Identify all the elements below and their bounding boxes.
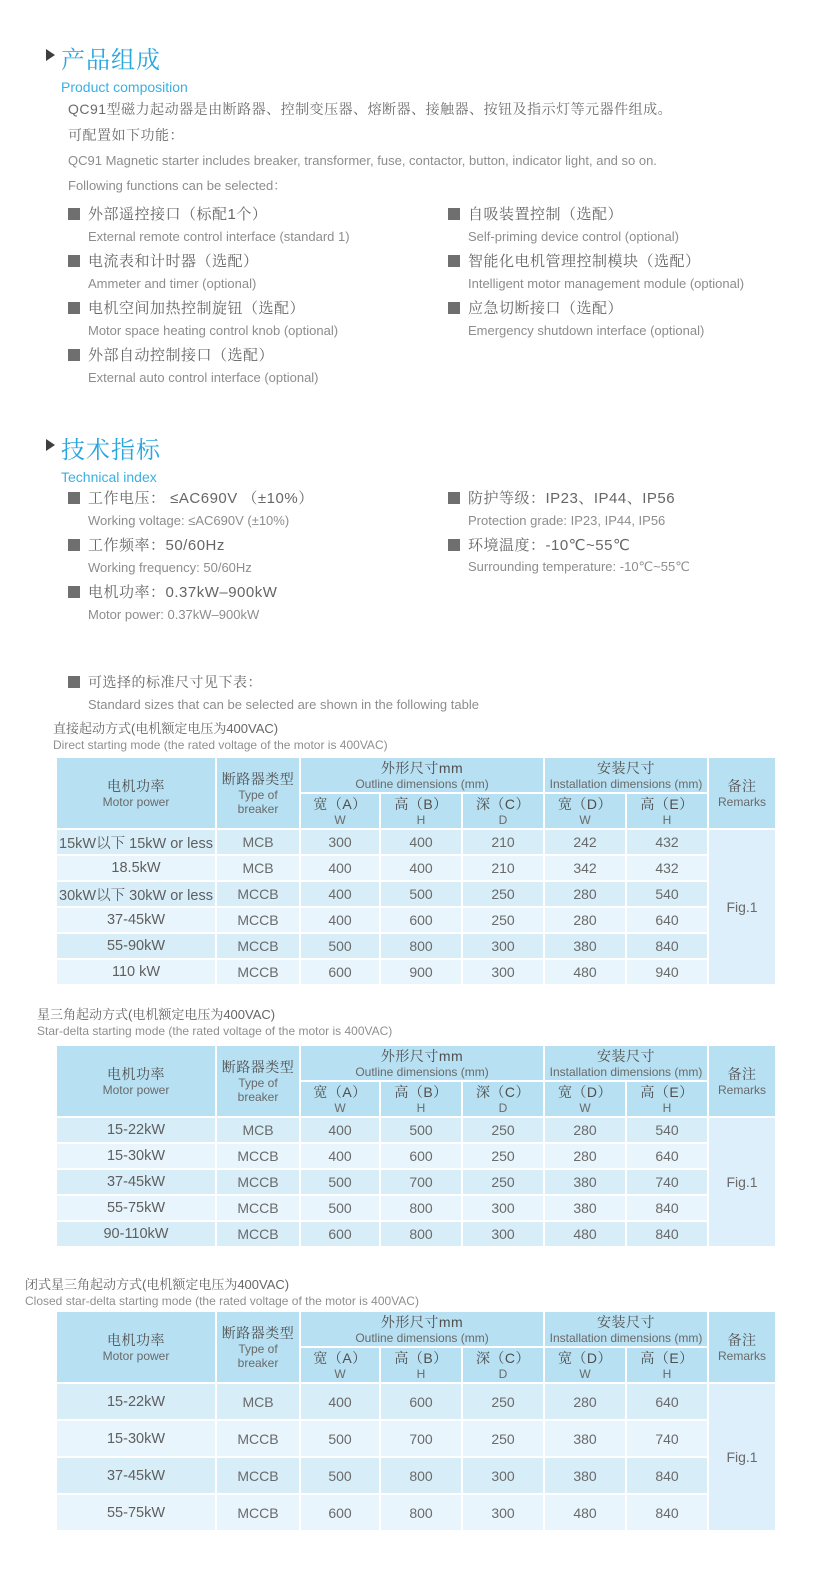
table-row [56, 1117, 776, 1143]
feature-zh: 应急切断接口（选配） [468, 300, 624, 317]
cell-dimension: 280 [544, 1143, 626, 1169]
table-caption-closed-star-delta [25, 1276, 419, 1310]
cell-motor-power: 55-75kW [56, 1494, 216, 1531]
feature-item [68, 296, 448, 341]
header-remarks: 备注 Remarks [708, 1045, 776, 1117]
cell-motor-power: 37-45kW [56, 1457, 216, 1494]
cell-dimension: 300 [462, 1221, 544, 1247]
star-delta-table [55, 1044, 777, 1248]
cell-dimension: 300 [462, 1494, 544, 1531]
intro-line-en-2: Following functions can be selected： [68, 178, 287, 193]
bullet-square-icon [68, 539, 80, 551]
cell-dimension: 700 [380, 1420, 462, 1457]
cell-dimension: 500 [300, 1420, 380, 1457]
table-row [56, 1457, 776, 1494]
feature-item [448, 202, 828, 247]
header-dimension-sub: 宽（D） W [544, 1347, 626, 1383]
cell-dimension: MCB [216, 829, 300, 855]
cell-dimension: 800 [380, 1494, 462, 1531]
feature-zh: 智能化电机管理控制模块（选配） [468, 253, 701, 270]
cell-dimension: 400 [380, 829, 462, 855]
cell-dimension: MCCB [216, 1420, 300, 1457]
cell-dimension: 380 [544, 1169, 626, 1195]
cell-motor-power: 55-90kW [56, 933, 216, 959]
cell-dimension: 600 [300, 1494, 380, 1531]
cell-dimension: MCCB [216, 907, 300, 933]
cell-dimension: 480 [544, 1221, 626, 1247]
cell-dimension: 400 [300, 1383, 380, 1420]
header-breaker-type: 断路器类型 Type of breaker [216, 1311, 300, 1383]
feature-en: External auto control interface (optional) [88, 369, 319, 385]
header-dimension-sub: 宽（A） W [300, 1081, 380, 1117]
cell-dimension: 250 [462, 1143, 544, 1169]
sizes-note-zh: 可选择的标准尺寸见下表： [88, 673, 262, 690]
cell-motor-power: 110 kW [56, 959, 216, 985]
cell-motor-power: 90-110kW [56, 1221, 216, 1247]
spec-zh: 工作频率：50/60Hz [88, 537, 225, 554]
cell-dimension: 400 [300, 907, 380, 933]
cell-dimension: 800 [380, 1195, 462, 1221]
cell-dimension: 840 [626, 1494, 708, 1531]
cell-dimension: 432 [626, 829, 708, 855]
spec-list-right [448, 486, 828, 580]
feature-item [68, 202, 448, 247]
sizes-note-en: Standard sizes that can be selected are shown in the following table [88, 696, 479, 712]
cell-dimension: 740 [626, 1420, 708, 1457]
caption-zh: 直接起动方式(电机额定电压为400VAC) [53, 721, 279, 736]
table-row [56, 881, 776, 907]
header-dimension-sub: 高（E） H [626, 1347, 708, 1383]
spec-zh: 环境温度：-10℃~55℃ [468, 537, 631, 554]
cell-dimension: 250 [462, 1117, 544, 1143]
spec-en: Surrounding temperature: -10℃~55℃ [468, 559, 690, 574]
header-installation-dimensions: 安装尺寸 Installation dimensions (mm) [544, 1045, 708, 1081]
intro-line-zh-1: QC91型磁力起动器是由断路器、控制变压器、熔断器、接触器、按钮及指示灯等元器件组成。 [68, 101, 673, 117]
cell-dimension: 280 [544, 1117, 626, 1143]
cell-motor-power: 18.5kW [56, 855, 216, 881]
feature-zh: 外部遥控接口（标配1个） [88, 206, 268, 223]
cell-dimension: 540 [626, 881, 708, 907]
header-dimension-sub: 高（E） H [626, 1081, 708, 1117]
feature-item [68, 343, 448, 388]
cell-dimension: 840 [626, 1221, 708, 1247]
cell-remark: Fig.1 [708, 829, 776, 985]
cell-dimension: MCCB [216, 881, 300, 907]
cell-dimension: MCB [216, 1383, 300, 1420]
table-row [56, 1195, 776, 1221]
cell-dimension: 342 [544, 855, 626, 881]
feature-zh: 外部自动控制接口（选配） [88, 347, 275, 364]
header-dimension-sub: 高（B） H [380, 1347, 462, 1383]
cell-dimension: 600 [380, 907, 462, 933]
cell-dimension: 740 [626, 1169, 708, 1195]
table-row [56, 1494, 776, 1531]
cell-dimension: 500 [300, 1195, 380, 1221]
cell-dimension: 380 [544, 1420, 626, 1457]
table-row [56, 1169, 776, 1195]
bullet-square-icon [448, 539, 460, 551]
table-row [56, 1420, 776, 1457]
direct-starting-table [55, 756, 777, 986]
header-installation-dimensions: 安装尺寸 Installation dimensions (mm) [544, 1311, 708, 1347]
spec-item [68, 486, 448, 531]
feature-zh: 电流表和计时器（选配） [88, 253, 259, 270]
bullet-square-icon [68, 349, 80, 361]
cell-dimension: 300 [462, 933, 544, 959]
spec-item [68, 533, 448, 578]
cell-motor-power: 55-75kW [56, 1195, 216, 1221]
cell-dimension: 800 [380, 933, 462, 959]
cell-dimension: 380 [544, 1457, 626, 1494]
cell-dimension: 300 [462, 1195, 544, 1221]
header-remarks: 备注 Remarks [708, 1311, 776, 1383]
header-dimension-sub: 深（C） D [462, 1081, 544, 1117]
cell-dimension: 250 [462, 1420, 544, 1457]
table-row [56, 959, 776, 985]
cell-dimension: 500 [300, 933, 380, 959]
cell-dimension: MCCB [216, 959, 300, 985]
cell-motor-power: 15-22kW [56, 1383, 216, 1420]
intro-line-zh-2: 可配置如下功能： [68, 127, 184, 143]
cell-dimension: 250 [462, 1169, 544, 1195]
cell-dimension: 210 [462, 829, 544, 855]
technical-section-header [46, 430, 161, 485]
cell-dimension: 400 [380, 855, 462, 881]
cell-dimension: 600 [380, 1383, 462, 1420]
bullet-square-icon [68, 255, 80, 267]
feature-list-left [68, 202, 448, 390]
cell-dimension: MCB [216, 855, 300, 881]
header-motor-power: 电机功率 Motor power [56, 1045, 216, 1117]
cell-dimension: MCCB [216, 1221, 300, 1247]
bullet-square-icon [448, 255, 460, 267]
caption-zh: 星三角起动方式(电机额定电压为400VAC) [37, 1007, 276, 1022]
spec-zh: 电机功率：0.37kW–900kW [88, 584, 278, 601]
cell-dimension: 500 [300, 1457, 380, 1494]
bullet-square-icon [448, 492, 460, 504]
header-dimension-sub: 宽（D） W [544, 793, 626, 829]
header-outline-dimensions: 外形尺寸mm Outline dimensions (mm) [300, 1045, 544, 1081]
cell-dimension: 840 [626, 933, 708, 959]
header-remarks: 备注 Remarks [708, 757, 776, 829]
cell-dimension: 500 [380, 881, 462, 907]
feature-en: Emergency shutdown interface (optional) [468, 322, 705, 338]
cell-dimension: 250 [462, 881, 544, 907]
section-arrow-icon [46, 439, 55, 451]
header-breaker-type: 断路器类型 Type of breaker [216, 1045, 300, 1117]
cell-dimension: 380 [544, 1195, 626, 1221]
feature-item [448, 249, 828, 294]
cell-dimension: 480 [544, 1494, 626, 1531]
cell-motor-power: 15-30kW [56, 1143, 216, 1169]
cell-dimension: 300 [462, 959, 544, 985]
cell-dimension: 280 [544, 1383, 626, 1420]
feature-en: Motor space heating control knob (optional) [88, 322, 339, 338]
header-dimension-sub: 宽（A） W [300, 1347, 380, 1383]
header-dimension-sub: 深（C） D [462, 1347, 544, 1383]
cell-motor-power: 15kW以下 15kW or less [56, 829, 216, 855]
cell-dimension: 640 [626, 1143, 708, 1169]
cell-dimension: 640 [626, 1383, 708, 1420]
feature-en: Self-priming device control (optional) [468, 228, 679, 244]
cell-remark: Fig.1 [708, 1117, 776, 1247]
section-arrow-icon [46, 49, 55, 61]
spec-item [448, 486, 828, 531]
feature-item [68, 249, 448, 294]
cell-dimension: 480 [544, 959, 626, 985]
cell-dimension: 250 [462, 1383, 544, 1420]
bullet-square-icon [68, 586, 80, 598]
header-installation-dimensions: 安装尺寸 Installation dimensions (mm) [544, 757, 708, 793]
product-section-subtitle: Product composition [61, 79, 188, 95]
header-dimension-sub: 高（B） H [380, 793, 462, 829]
technical-section-subtitle: Technical index [61, 469, 157, 485]
cell-dimension: 600 [300, 959, 380, 985]
cell-dimension: 242 [544, 829, 626, 855]
feature-en: Ammeter and timer (optional) [88, 275, 257, 291]
header-dimension-sub: 高（B） H [380, 1081, 462, 1117]
table-caption-direct [53, 720, 388, 754]
header-outline-dimensions: 外形尺寸mm Outline dimensions (mm) [300, 1311, 544, 1347]
cell-dimension: 380 [544, 933, 626, 959]
spec-en: Working frequency: 50/60Hz [88, 559, 252, 575]
header-motor-power: 电机功率 Motor power [56, 1311, 216, 1383]
bullet-square-icon [448, 208, 460, 220]
cell-motor-power: 37-45kW [56, 1169, 216, 1195]
spec-zh: 防护等级：IP23、IP44、IP56 [468, 490, 676, 507]
table-caption-star-delta [37, 1006, 392, 1040]
cell-dimension: 940 [626, 959, 708, 985]
feature-list-right [448, 202, 828, 343]
cell-dimension: MCCB [216, 1494, 300, 1531]
spec-item [68, 580, 448, 625]
cell-dimension: 432 [626, 855, 708, 881]
bullet-square-icon [68, 676, 80, 688]
spec-item [448, 533, 828, 578]
cell-dimension: 600 [300, 1221, 380, 1247]
cell-dimension: 500 [380, 1117, 462, 1143]
feature-item [448, 296, 828, 341]
product-section-header [46, 40, 188, 95]
header-dimension-sub: 宽（A） W [300, 793, 380, 829]
feature-en: External remote control interface (standard 1) [88, 228, 350, 244]
header-dimension-sub: 宽（D） W [544, 1081, 626, 1117]
spec-en: Working voltage: ≤AC690V (±10%) [88, 512, 290, 528]
cell-dimension: MCB [216, 1117, 300, 1143]
cell-dimension: 300 [300, 829, 380, 855]
caption-en: Star-delta starting mode (the rated voltage of the motor is 400VAC) [37, 1024, 393, 1038]
table-row [56, 855, 776, 881]
table-row [56, 1221, 776, 1247]
cell-dimension: 250 [462, 907, 544, 933]
table-row [56, 1143, 776, 1169]
product-section-title: 产品组成 [61, 47, 161, 74]
cell-dimension: 400 [300, 1143, 380, 1169]
cell-motor-power: 30kW以下 30kW or less [56, 881, 216, 907]
spec-list-left [68, 486, 448, 627]
bullet-square-icon [68, 208, 80, 220]
cell-dimension: 600 [380, 1143, 462, 1169]
feature-zh: 电机空间加热控制旋钮（选配） [88, 300, 306, 317]
header-motor-power: 电机功率 Motor power [56, 757, 216, 829]
sizes-note [68, 670, 479, 717]
cell-dimension: 640 [626, 907, 708, 933]
header-dimension-sub: 深（C） D [462, 793, 544, 829]
bullet-square-icon [448, 302, 460, 314]
cell-dimension: MCCB [216, 933, 300, 959]
cell-dimension: 400 [300, 1117, 380, 1143]
technical-section-title: 技术指标 [61, 437, 161, 464]
caption-en: Direct starting mode (the rated voltage of the motor is 400VAC) [53, 738, 388, 752]
cell-dimension: 800 [380, 1457, 462, 1494]
table-row [56, 933, 776, 959]
bullet-square-icon [68, 302, 80, 314]
table-row [56, 829, 776, 855]
header-outline-dimensions: 外形尺寸mm Outline dimensions (mm) [300, 757, 544, 793]
spec-en: Motor power: 0.37kW–900kW [88, 606, 260, 622]
bullet-square-icon [68, 492, 80, 504]
cell-dimension: MCCB [216, 1169, 300, 1195]
cell-dimension: 210 [462, 855, 544, 881]
cell-remark: Fig.1 [708, 1383, 776, 1531]
cell-motor-power: 37-45kW [56, 907, 216, 933]
header-breaker-type: 断路器类型 Type of breaker [216, 757, 300, 829]
cell-dimension: 300 [462, 1457, 544, 1494]
spec-en: Protection grade: IP23, IP44, IP56 [468, 512, 666, 528]
cell-dimension: 540 [626, 1117, 708, 1143]
cell-dimension: 280 [544, 907, 626, 933]
cell-dimension: 500 [300, 1169, 380, 1195]
cell-motor-power: 15-22kW [56, 1117, 216, 1143]
feature-en: Intelligent motor management module (optional) [468, 275, 745, 291]
header-dimension-sub: 高（E） H [626, 793, 708, 829]
intro-line-en-1: QC91 Magnetic starter includes breaker, transformer, fuse, contactor, button, indicator light, and so on. [68, 153, 657, 168]
cell-dimension: 700 [380, 1169, 462, 1195]
caption-zh: 闭式星三角起动方式(电机额定电压为400VAC) [25, 1277, 290, 1292]
cell-dimension: MCCB [216, 1143, 300, 1169]
spec-zh: 工作电压： ≤AC690V （±10%） [88, 490, 314, 507]
cell-dimension: 900 [380, 959, 462, 985]
cell-dimension: 400 [300, 881, 380, 907]
product-intro [68, 96, 798, 198]
cell-dimension: 840 [626, 1457, 708, 1494]
cell-dimension: MCCB [216, 1195, 300, 1221]
cell-dimension: 840 [626, 1195, 708, 1221]
feature-zh: 自吸装置控制（选配） [468, 206, 624, 223]
cell-dimension: 400 [300, 855, 380, 881]
caption-en: Closed star-delta starting mode (the rated voltage of the motor is 400VAC) [25, 1294, 419, 1308]
cell-dimension: 280 [544, 881, 626, 907]
cell-dimension: 800 [380, 1221, 462, 1247]
closed-star-delta-table [55, 1310, 777, 1532]
table-row [56, 907, 776, 933]
cell-motor-power: 15-30kW [56, 1420, 216, 1457]
cell-dimension: MCCB [216, 1457, 300, 1494]
table-row [56, 1383, 776, 1420]
